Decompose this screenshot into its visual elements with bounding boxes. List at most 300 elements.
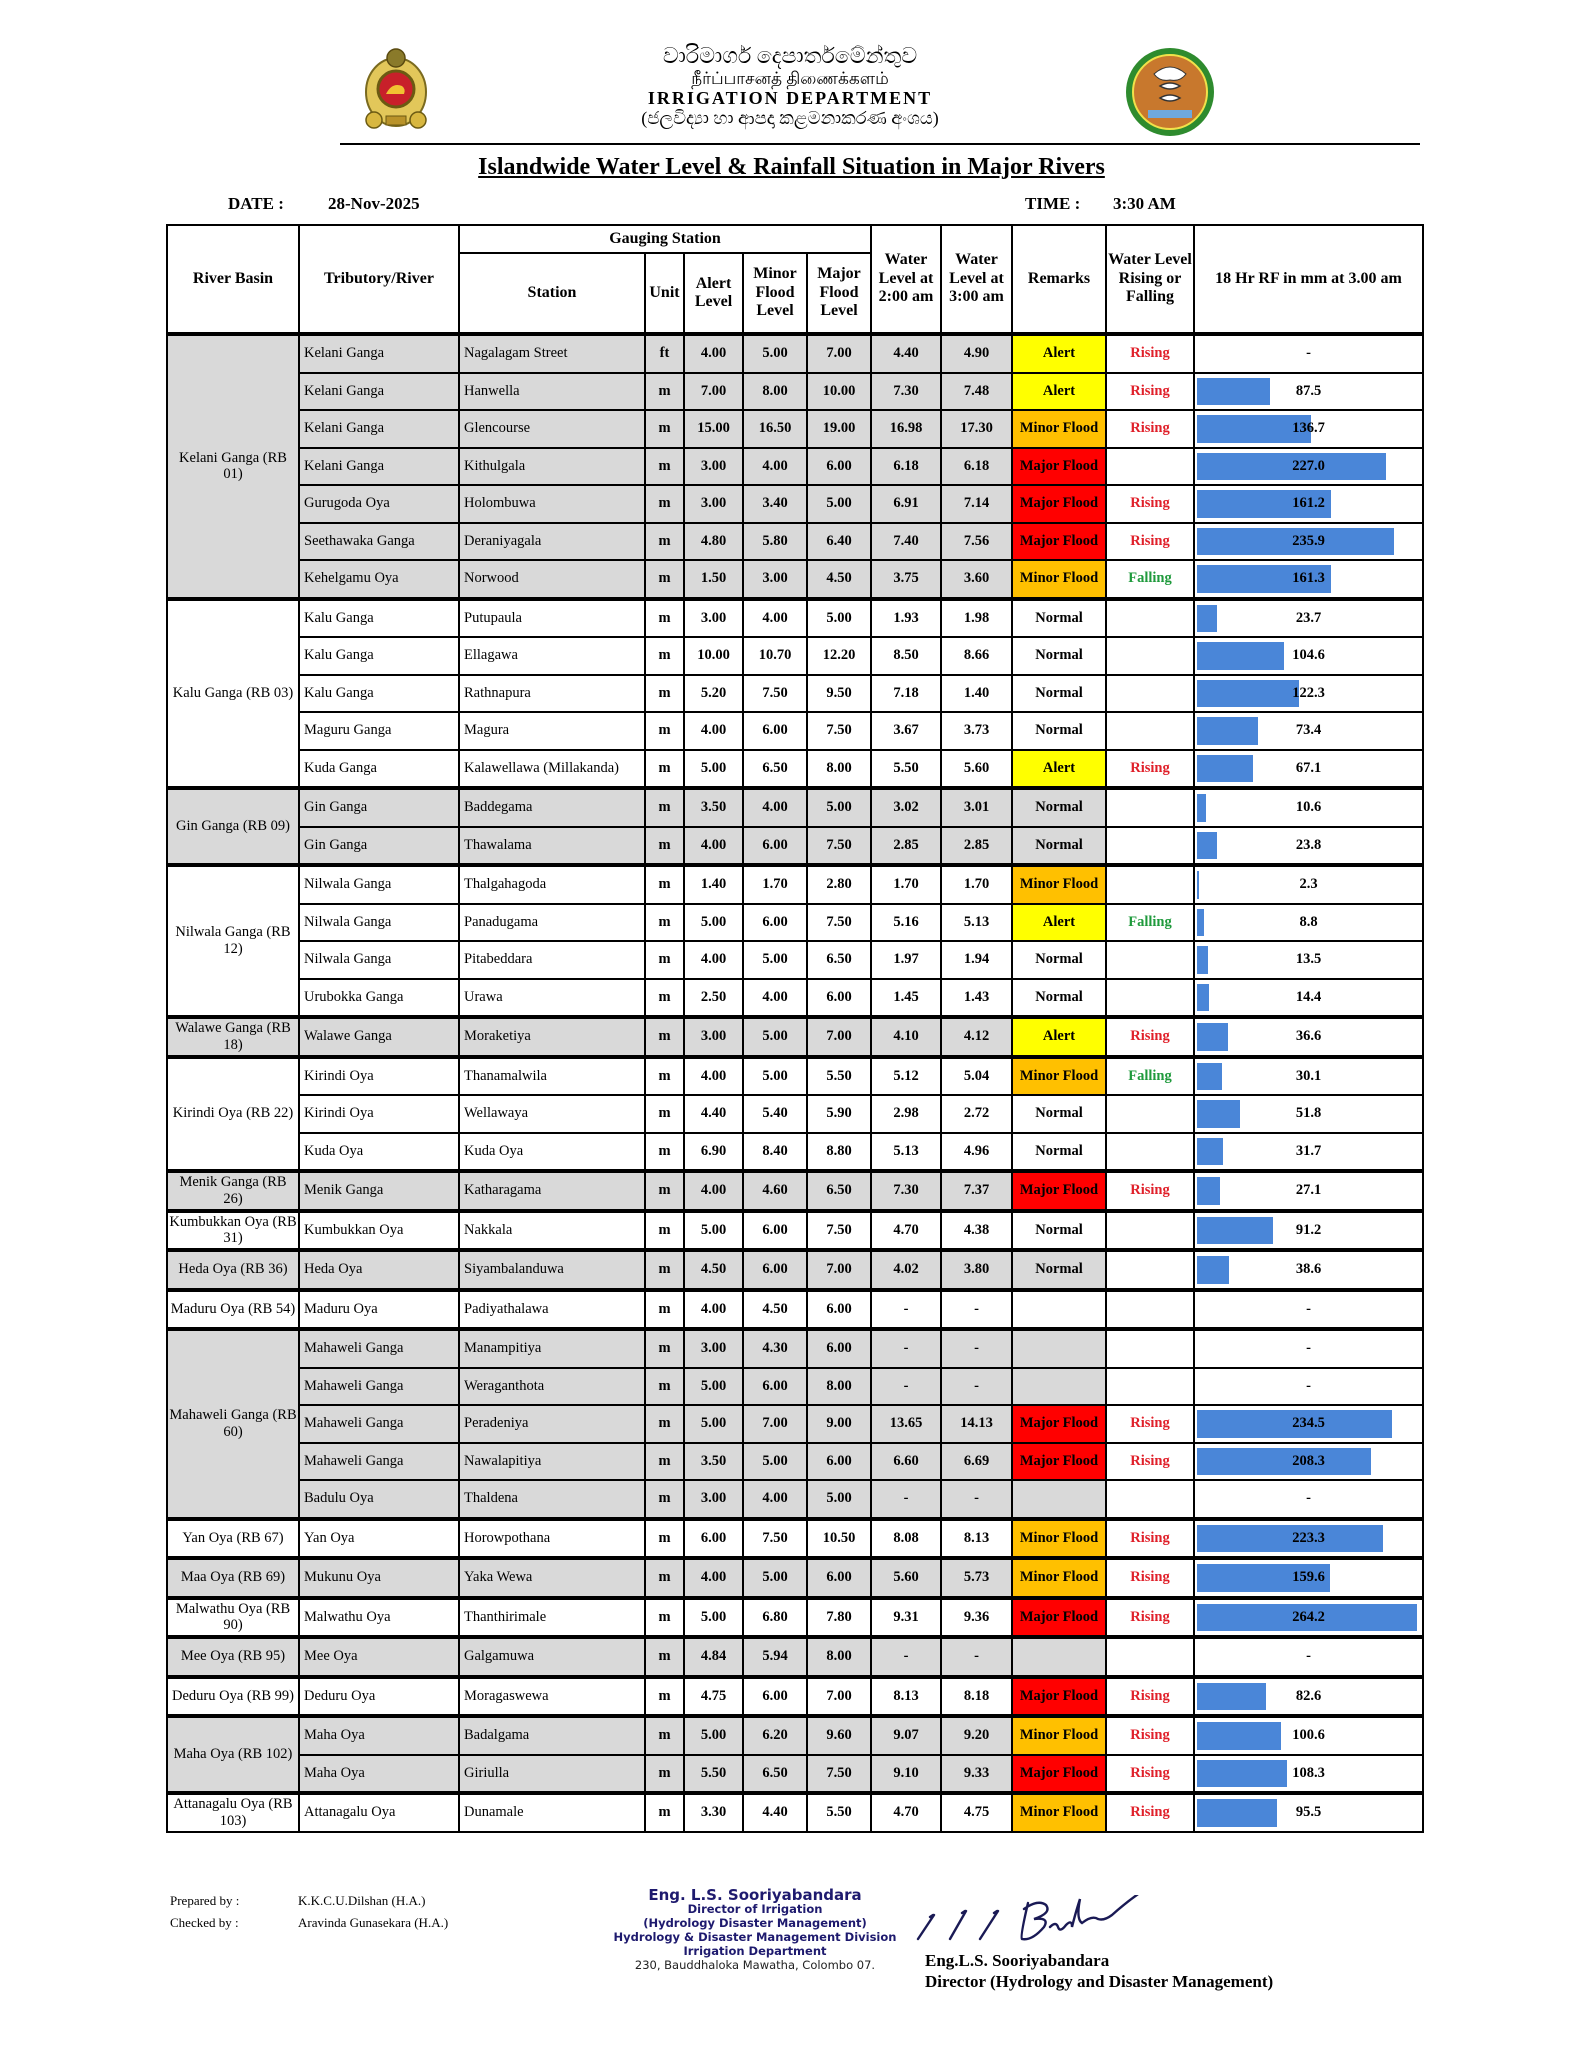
major-flood-level-cell: 6.00: [807, 1329, 871, 1368]
status-badge: Minor Flood: [1012, 560, 1106, 599]
status-badge: Normal: [1012, 637, 1106, 675]
unit-cell: m: [645, 1057, 684, 1096]
table-row: [167, 1405, 1423, 1443]
minor-flood-level-cell: 5.40: [743, 1095, 807, 1133]
water-level-3am-cell: 1.98: [941, 599, 1012, 638]
minor-flood-level-cell: 6.00: [743, 1677, 807, 1717]
major-flood-level-cell: 19.00: [807, 410, 871, 448]
status-badge: Minor Flood: [1012, 1716, 1106, 1755]
minor-flood-level-cell: 4.00: [743, 448, 807, 486]
alert-level-cell: 5.50: [684, 1755, 743, 1794]
handwritten-signature-icon: [910, 1895, 1230, 1950]
status-badge: Minor Flood: [1012, 1519, 1106, 1559]
table-row: [167, 675, 1423, 713]
minor-flood-level-cell: 6.00: [743, 827, 807, 866]
river-basin-cell: Kalu Ganga (RB 03): [167, 599, 299, 789]
alert-level-cell: 3.00: [684, 1480, 743, 1519]
trend-cell: [1106, 827, 1194, 866]
water-level-2am-cell: 4.70: [871, 1793, 941, 1832]
rainfall-cell: [1194, 410, 1423, 448]
trend-cell: Rising: [1106, 1755, 1194, 1794]
rainfall-bar: [1197, 680, 1299, 708]
trend-cell: Rising: [1106, 1519, 1194, 1559]
major-flood-level-cell: 6.50: [807, 1171, 871, 1211]
alert-level-cell: 5.00: [684, 1716, 743, 1755]
trend-cell: [1106, 1368, 1194, 1406]
rainfall-cell: [1194, 1755, 1423, 1794]
rainfall-cell: [1194, 1368, 1423, 1406]
minor-flood-level-cell: 5.00: [743, 941, 807, 979]
water-level-3am-cell: 8.66: [941, 637, 1012, 675]
river-basin-cell: Yan Oya (RB 67): [167, 1519, 299, 1559]
trend-cell: Rising: [1106, 1716, 1194, 1755]
minor-flood-level-cell: 6.00: [743, 904, 807, 942]
minor-flood-level-cell: 4.30: [743, 1329, 807, 1368]
water-level-3am-cell: 1.40: [941, 675, 1012, 713]
water-level-3am-cell: 4.38: [941, 1211, 1012, 1251]
rainfall-cell: [1194, 827, 1423, 866]
minor-flood-level-cell: 4.50: [743, 1290, 807, 1330]
rainfall-bar: [1197, 1722, 1281, 1750]
rainfall-value: 82.6: [1295, 1687, 1322, 1704]
station-cell: Giriulla: [459, 1755, 645, 1794]
rainfall-cell: [1194, 1443, 1423, 1481]
header-wl-3am: Water Level at 3:00 am: [941, 225, 1012, 334]
tributory-cell: Kehelgamu Oya: [299, 560, 459, 599]
rainfall-cell: [1194, 334, 1423, 373]
table-row: [167, 1250, 1423, 1290]
unit-cell: m: [645, 1290, 684, 1330]
irrigation-department-logo-icon: [1124, 46, 1216, 138]
water-level-2am-cell: 3.02: [871, 788, 941, 827]
water-level-2am-cell: 4.40: [871, 334, 941, 373]
rainfall-value: 30.1: [1295, 1067, 1322, 1084]
station-cell: Putupaula: [459, 599, 645, 638]
rainfall-cell: [1194, 1480, 1423, 1519]
station-cell: Urawa: [459, 979, 645, 1018]
station-cell: Peradeniya: [459, 1405, 645, 1443]
water-level-2am-cell: 4.70: [871, 1211, 941, 1251]
rainfall-cell: [1194, 750, 1423, 789]
trend-cell: Rising: [1106, 1793, 1194, 1832]
unit-cell: m: [645, 560, 684, 599]
minor-flood-level-cell: 4.40: [743, 1793, 807, 1832]
unit-cell: m: [645, 865, 684, 904]
rainfall-cell: [1194, 1017, 1423, 1057]
status-badge: Minor Flood: [1012, 1793, 1106, 1832]
unit-cell: m: [645, 827, 684, 866]
rainfall-cell: [1194, 1211, 1423, 1251]
status-badge: Alert: [1012, 904, 1106, 942]
trend-cell: [1106, 1637, 1194, 1677]
major-flood-level-cell: 6.00: [807, 1558, 871, 1598]
table-row: [167, 373, 1423, 411]
rainfall-bar: [1197, 1138, 1223, 1166]
unit-cell: m: [645, 1250, 684, 1290]
status-badge: Major Flood: [1012, 1443, 1106, 1481]
station-cell: Badalgama: [459, 1716, 645, 1755]
table-row: [167, 827, 1423, 866]
trend-cell: [1106, 1133, 1194, 1172]
table-row: [167, 485, 1423, 523]
tributory-cell: Nilwala Ganga: [299, 904, 459, 942]
checked-by-name: Aravinda Gunasekara (H.A.): [298, 1915, 449, 1930]
tributory-cell: Mahaweli Ganga: [299, 1405, 459, 1443]
trend-cell: [1106, 448, 1194, 486]
unit-cell: m: [645, 1480, 684, 1519]
alert-level-cell: 5.00: [684, 1405, 743, 1443]
minor-flood-level-cell: 4.00: [743, 788, 807, 827]
alert-level-cell: 4.00: [684, 1171, 743, 1211]
unit-cell: m: [645, 373, 684, 411]
water-level-3am-cell: 5.60: [941, 750, 1012, 789]
status-badge: [1012, 1290, 1106, 1330]
rainfall-cell: [1194, 865, 1423, 904]
rainfall-cell: [1194, 1637, 1423, 1677]
alert-level-cell: 15.00: [684, 410, 743, 448]
station-cell: Kuda Oya: [459, 1133, 645, 1172]
river-basin-cell: Maduru Oya (RB 54): [167, 1290, 299, 1330]
minor-flood-level-cell: 7.00: [743, 1405, 807, 1443]
unit-cell: m: [645, 1716, 684, 1755]
unit-cell: m: [645, 750, 684, 789]
water-level-3am-cell: 7.48: [941, 373, 1012, 411]
header-tributory: Tributory/River: [299, 225, 459, 334]
rainfall-value: 234.5: [1292, 1415, 1325, 1432]
status-badge: Alert: [1012, 750, 1106, 789]
rainfall-bar: [1197, 1177, 1220, 1205]
minor-flood-level-cell: 6.00: [743, 1211, 807, 1251]
unit-cell: m: [645, 904, 684, 942]
tributory-cell: Malwathu Oya: [299, 1598, 459, 1638]
table-row: [167, 1480, 1423, 1519]
rainfall-cell: [1194, 1171, 1423, 1211]
alert-level-cell: 4.00: [684, 827, 743, 866]
trend-cell: Falling: [1106, 560, 1194, 599]
water-level-2am-cell: 9.31: [871, 1598, 941, 1638]
rainfall-value: 38.6: [1295, 1261, 1322, 1278]
water-level-2am-cell: 5.13: [871, 1133, 941, 1172]
water-level-2am-cell: 1.93: [871, 599, 941, 638]
header-wl-2am: Water Level at 2:00 am: [871, 225, 941, 334]
table-row: [167, 1443, 1423, 1481]
alert-level-cell: 5.00: [684, 1211, 743, 1251]
trend-cell: Rising: [1106, 523, 1194, 561]
major-flood-level-cell: 8.00: [807, 750, 871, 789]
water-level-3am-cell: 8.18: [941, 1677, 1012, 1717]
checked-by-label: Checked by :: [170, 1915, 239, 1930]
letterhead-text: [480, 44, 1100, 128]
alert-level-cell: 5.00: [684, 750, 743, 789]
tributory-cell: Seethawaka Ganga: [299, 523, 459, 561]
major-flood-level-cell: 10.00: [807, 373, 871, 411]
minor-flood-level-cell: 6.50: [743, 1755, 807, 1794]
water-level-table: [166, 224, 1424, 1833]
rainfall-value: 223.3: [1292, 1529, 1325, 1546]
minor-flood-level-cell: 6.50: [743, 750, 807, 789]
unit-cell: m: [645, 1637, 684, 1677]
status-badge: Major Flood: [1012, 448, 1106, 486]
rainfall-value: 227.0: [1292, 457, 1325, 474]
station-cell: Yaka Wewa: [459, 1558, 645, 1598]
trend-cell: Rising: [1106, 1598, 1194, 1638]
header-station: Station: [459, 253, 645, 334]
rainfall-value: 100.6: [1292, 1727, 1325, 1744]
station-cell: Kithulgala: [459, 448, 645, 486]
water-level-2am-cell: 7.18: [871, 675, 941, 713]
alert-level-cell: 5.00: [684, 1598, 743, 1638]
trend-cell: [1106, 1250, 1194, 1290]
alert-level-cell: 3.00: [684, 1329, 743, 1368]
major-flood-level-cell: 7.50: [807, 904, 871, 942]
stamp-line: Eng. L.S. Sooriyabandara: [648, 1886, 862, 1904]
minor-flood-level-cell: 3.40: [743, 485, 807, 523]
rainfall-bar: [1197, 1683, 1266, 1711]
tributory-cell: Kuda Oya: [299, 1133, 459, 1172]
major-flood-level-cell: 7.50: [807, 712, 871, 750]
status-badge: Alert: [1012, 373, 1106, 411]
minor-flood-level-cell: 1.70: [743, 865, 807, 904]
tributory-cell: Maha Oya: [299, 1755, 459, 1794]
header-divider: [340, 143, 1420, 145]
status-badge: [1012, 1329, 1106, 1368]
tributory-cell: Kelani Ganga: [299, 334, 459, 373]
station-cell: Hanwella: [459, 373, 645, 411]
status-badge: Major Flood: [1012, 1598, 1106, 1638]
table-row: [167, 1755, 1423, 1794]
rainfall-bar: [1197, 832, 1217, 860]
major-flood-level-cell: 7.00: [807, 1250, 871, 1290]
tributory-cell: Maduru Oya: [299, 1290, 459, 1330]
alert-level-cell: 4.75: [684, 1677, 743, 1717]
unit-cell: m: [645, 1598, 684, 1638]
unit-cell: m: [645, 1329, 684, 1368]
minor-flood-level-cell: 10.70: [743, 637, 807, 675]
alert-level-cell: 3.50: [684, 1443, 743, 1481]
station-cell: Wellawaya: [459, 1095, 645, 1133]
station-cell: Holombuwa: [459, 485, 645, 523]
table-row: [167, 1598, 1423, 1638]
rainfall-cell: [1194, 1329, 1423, 1368]
table-row: [167, 1133, 1423, 1172]
rainfall-cell: [1194, 979, 1423, 1018]
rainfall-bar: [1197, 1063, 1222, 1091]
major-flood-level-cell: 8.80: [807, 1133, 871, 1172]
rainfall-bar: [1197, 1256, 1229, 1284]
alert-level-cell: 6.90: [684, 1133, 743, 1172]
time-value: 3:30 AM: [1113, 194, 1176, 213]
unit-cell: m: [645, 1095, 684, 1133]
rainfall-bar: [1197, 1100, 1240, 1128]
station-cell: Padiyathalawa: [459, 1290, 645, 1330]
minor-flood-level-cell: 4.00: [743, 979, 807, 1018]
water-level-3am-cell: -: [941, 1368, 1012, 1406]
station-cell: Thawalama: [459, 827, 645, 866]
alert-level-cell: 4.84: [684, 1637, 743, 1677]
water-level-2am-cell: 5.50: [871, 750, 941, 789]
rainfall-value: 8.8: [1299, 913, 1318, 930]
trend-cell: Rising: [1106, 1405, 1194, 1443]
alert-level-cell: 1.40: [684, 865, 743, 904]
trend-cell: [1106, 1290, 1194, 1330]
table-row: [167, 410, 1423, 448]
trend-cell: [1106, 979, 1194, 1018]
rainfall-value: -: [1306, 1490, 1311, 1507]
water-level-2am-cell: -: [871, 1329, 941, 1368]
major-flood-level-cell: 6.00: [807, 1290, 871, 1330]
signer-block: [925, 1950, 1273, 1992]
water-level-2am-cell: -: [871, 1290, 941, 1330]
tributory-cell: Gin Ganga: [299, 827, 459, 866]
status-badge: [1012, 1480, 1106, 1519]
unit-cell: m: [645, 410, 684, 448]
rainfall-value: 27.1: [1295, 1182, 1322, 1199]
minor-flood-level-cell: 4.00: [743, 1480, 807, 1519]
trend-cell: Rising: [1106, 1443, 1194, 1481]
major-flood-level-cell: 6.40: [807, 523, 871, 561]
water-level-3am-cell: 6.69: [941, 1443, 1012, 1481]
rainfall-cell: [1194, 904, 1423, 942]
water-level-3am-cell: 5.73: [941, 1558, 1012, 1598]
rainfall-cell: [1194, 1793, 1423, 1832]
water-level-2am-cell: -: [871, 1637, 941, 1677]
tributory-cell: Gin Ganga: [299, 788, 459, 827]
alert-level-cell: 4.00: [684, 941, 743, 979]
rainfall-value: 159.6: [1292, 1569, 1325, 1586]
water-level-3am-cell: 6.18: [941, 448, 1012, 486]
table-row: [167, 1211, 1423, 1251]
water-level-3am-cell: 1.70: [941, 865, 1012, 904]
station-cell: Thaldena: [459, 1480, 645, 1519]
major-flood-level-cell: 9.60: [807, 1716, 871, 1755]
water-level-2am-cell: 8.13: [871, 1677, 941, 1717]
station-cell: Galgamuwa: [459, 1637, 645, 1677]
alert-level-cell: 5.00: [684, 1368, 743, 1406]
minor-flood-level-cell: 8.00: [743, 373, 807, 411]
status-badge: Major Flood: [1012, 485, 1106, 523]
rainfall-bar: [1197, 1448, 1371, 1476]
rainfall-value: 264.2: [1292, 1608, 1325, 1625]
alert-level-cell: 4.40: [684, 1095, 743, 1133]
header-major-flood-level: Major Flood Level: [807, 253, 871, 334]
water-level-2am-cell: 16.98: [871, 410, 941, 448]
rainfall-cell: [1194, 1598, 1423, 1638]
alert-level-cell: 4.00: [684, 1558, 743, 1598]
status-badge: Major Flood: [1012, 1755, 1106, 1794]
department-name-tamil: நீர்ப்பாசனத் திணைக்களம்: [691, 68, 889, 88]
rainfall-bar: [1197, 1760, 1287, 1788]
trend-cell: Rising: [1106, 1677, 1194, 1717]
rainfall-value: 208.3: [1292, 1452, 1325, 1469]
rainfall-value: 73.4: [1295, 722, 1322, 739]
table-row: [167, 1057, 1423, 1096]
minor-flood-level-cell: 5.00: [743, 1057, 807, 1096]
rainfall-bar: [1197, 794, 1206, 822]
table-row: [167, 904, 1423, 942]
major-flood-level-cell: 7.00: [807, 1677, 871, 1717]
rainfall-bar: [1197, 1217, 1273, 1245]
water-level-2am-cell: 5.12: [871, 1057, 941, 1096]
major-flood-level-cell: 7.00: [807, 334, 871, 373]
rainfall-value: 95.5: [1295, 1804, 1322, 1821]
water-level-2am-cell: 6.60: [871, 1443, 941, 1481]
header-remarks: Remarks: [1012, 225, 1106, 334]
water-level-2am-cell: 2.98: [871, 1095, 941, 1133]
tributory-cell: Maha Oya: [299, 1716, 459, 1755]
rainfall-value: 23.7: [1295, 609, 1322, 626]
water-level-3am-cell: 9.33: [941, 1755, 1012, 1794]
status-badge: Minor Flood: [1012, 865, 1106, 904]
rainfall-value: 13.5: [1295, 951, 1322, 968]
table-row: [167, 599, 1423, 638]
tributory-cell: Gurugoda Oya: [299, 485, 459, 523]
water-level-3am-cell: -: [941, 1480, 1012, 1519]
water-level-3am-cell: 2.85: [941, 827, 1012, 866]
water-level-3am-cell: 4.12: [941, 1017, 1012, 1057]
water-level-2am-cell: 2.85: [871, 827, 941, 866]
water-level-2am-cell: 7.40: [871, 523, 941, 561]
water-level-2am-cell: 7.30: [871, 373, 941, 411]
water-level-3am-cell: 7.56: [941, 523, 1012, 561]
minor-flood-level-cell: 5.00: [743, 334, 807, 373]
status-badge: Normal: [1012, 1211, 1106, 1251]
rainfall-cell: [1194, 1095, 1423, 1133]
station-cell: Moragaswewa: [459, 1677, 645, 1717]
major-flood-level-cell: 9.50: [807, 675, 871, 713]
water-level-3am-cell: 3.80: [941, 1250, 1012, 1290]
water-level-2am-cell: 4.02: [871, 1250, 941, 1290]
alert-level-cell: 2.50: [684, 979, 743, 1018]
minor-flood-level-cell: 6.00: [743, 712, 807, 750]
major-flood-level-cell: 10.50: [807, 1519, 871, 1559]
alert-level-cell: 3.00: [684, 448, 743, 486]
unit-cell: m: [645, 675, 684, 713]
table-row: [167, 1017, 1423, 1057]
major-flood-level-cell: 2.80: [807, 865, 871, 904]
unit-cell: m: [645, 1519, 684, 1559]
minor-flood-level-cell: 4.00: [743, 599, 807, 638]
water-level-3am-cell: -: [941, 1329, 1012, 1368]
rainfall-cell: [1194, 1057, 1423, 1096]
alert-level-cell: 3.50: [684, 788, 743, 827]
tributory-cell: Menik Ganga: [299, 1171, 459, 1211]
rainfall-value: -: [1306, 1340, 1311, 1357]
river-basin-cell: Mahaweli Ganga (RB 60): [167, 1329, 299, 1519]
rainfall-cell: [1194, 1716, 1423, 1755]
river-basin-cell: Attanagalu Oya (RB 103): [167, 1793, 299, 1832]
major-flood-level-cell: 8.00: [807, 1368, 871, 1406]
trend-cell: [1106, 941, 1194, 979]
minor-flood-level-cell: 3.00: [743, 560, 807, 599]
trend-cell: Rising: [1106, 373, 1194, 411]
prepared-by-label: Prepared by :: [170, 1893, 240, 1908]
minor-flood-level-cell: 7.50: [743, 1519, 807, 1559]
water-level-3am-cell: -: [941, 1290, 1012, 1330]
rainfall-value: 104.6: [1292, 647, 1325, 664]
water-level-2am-cell: 13.65: [871, 1405, 941, 1443]
alert-level-cell: 5.00: [684, 904, 743, 942]
stamp-line: 230, Bauddhaloka Mawatha, Colombo 07.: [634, 1958, 876, 1972]
water-level-3am-cell: 3.60: [941, 560, 1012, 599]
rainfall-value: 31.7: [1295, 1142, 1322, 1159]
station-cell: Deraniyagala: [459, 523, 645, 561]
unit-cell: m: [645, 1171, 684, 1211]
alert-level-cell: 3.00: [684, 485, 743, 523]
trend-cell: Rising: [1106, 750, 1194, 789]
unit-cell: m: [645, 448, 684, 486]
table-row: [167, 1290, 1423, 1330]
rainfall-bar: [1197, 642, 1284, 670]
